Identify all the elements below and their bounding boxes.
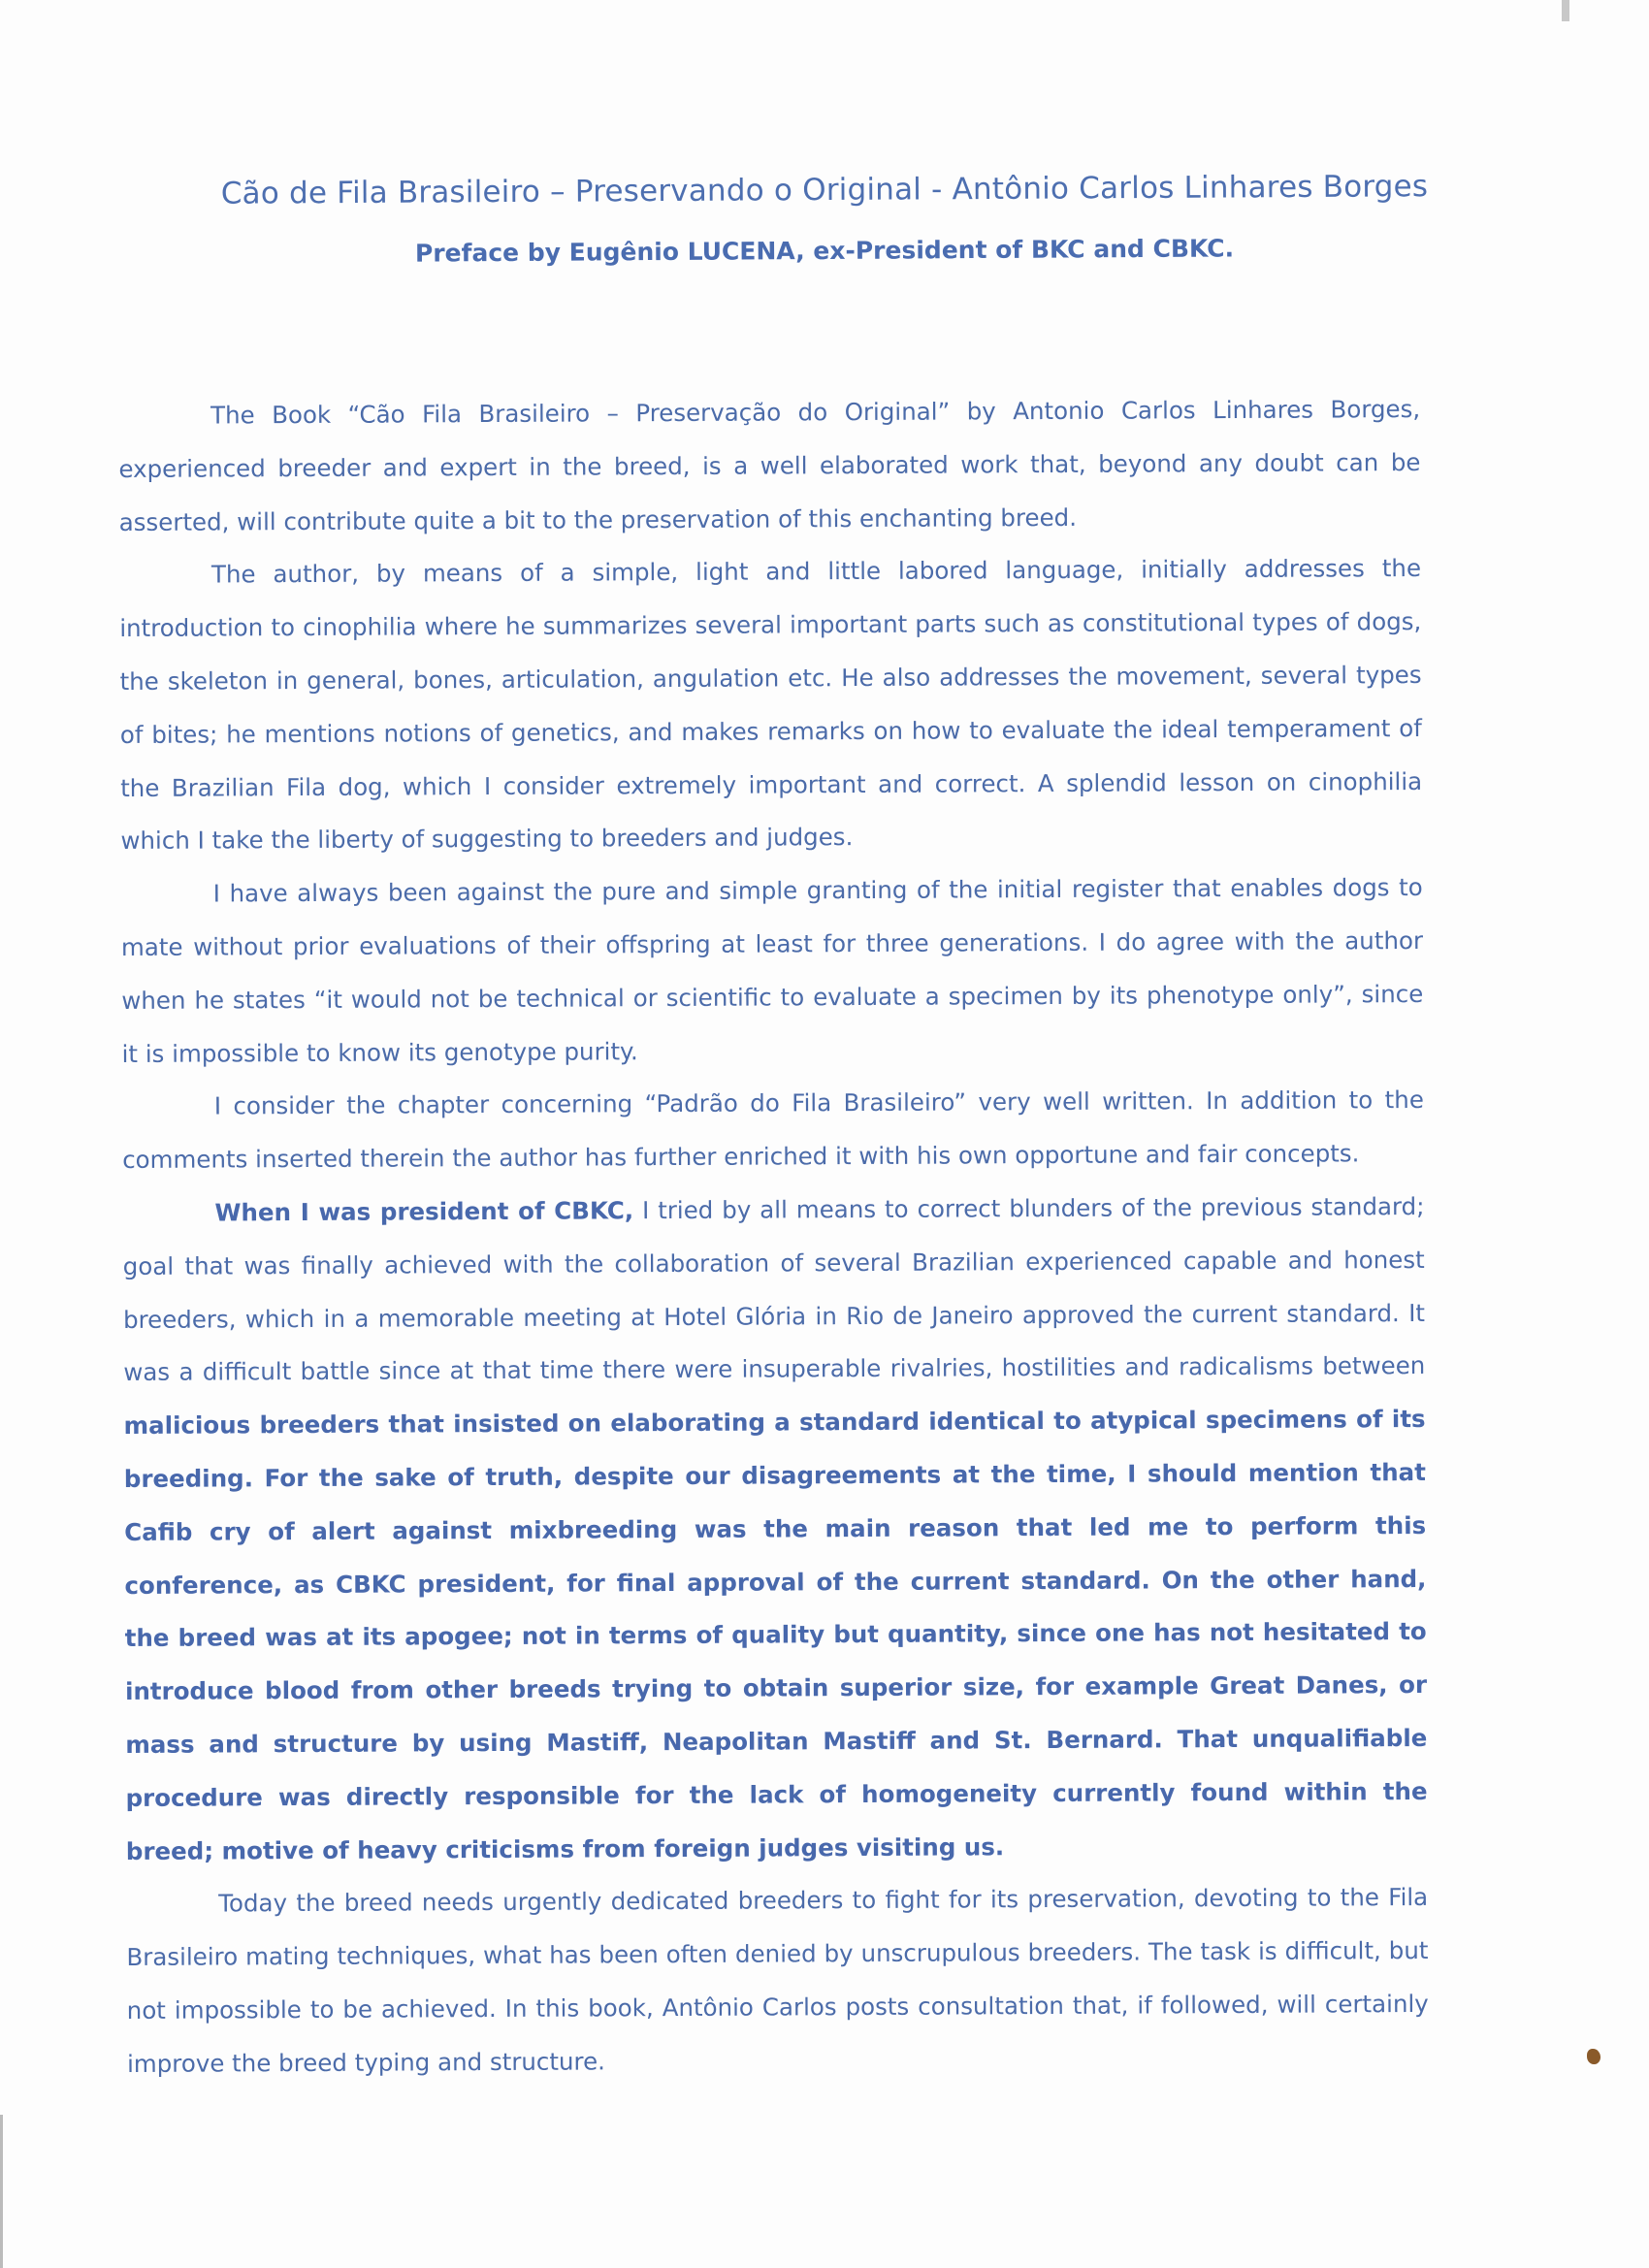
document-subtitle: Preface by Eugênio LUCENA, ex-President of BKC and CBKC.: [414, 234, 1235, 268]
document-title: Cão de Fila Brasileiro – Preservando o Original - Antônio Carlos Linhares Borges: [220, 169, 1429, 211]
paragraph-2: The author, by means of a simple, light and little labored language, initially addresses the introduction to cinophilia where he summarizes several important parts such as constitutional types of dogs, the skeleton in general, bones, articulation, angulation etc. He also addresses the movement, several types of bites; he mentions notions of genetics, and makes remarks on how to evaluate the ideal temperament of the Brazilian Fila dog, which I consider extremely important and correct. A splendid lesson on cinophilia which I take the liberty of suggesting to breeders and judges.: [119, 554, 1423, 856]
paragraph-1: The Book “Cão Fila Brasileiro – Preservação do Original” by Antonio Carlos Linhares Borges, experienced breeder and expert in the breed, is a well elaborated work that, beyond any doubt can be asserted, will contribute quite a bit to the preservation of this enchanting breed.: [118, 394, 1421, 536]
paragraph-5-bold-tail: malicious breeders that insisted on elaborating a standard identical to atypical specimens of its breeding. For the sake of truth, despite our disagreements at the time, I should mention that Cafib cry of alert against mixbreeding was the main reason that led me to perform this conference, as CBKC president, for final approval of the current standard. On the other hand, the breed was at its apogee; not in terms of quality but quantity, since one has not hesitated to introduce blood from other breeds trying to obtain superior size, for example Great Danes, or mass and structure by using Mastiff, Neapolitan Mastiff and St. Bernard. That unqualifiable procedure was directly responsible for the lack of homogeneity currently found within the breed; motive of heavy criticisms from foreign judges visiting us.: [123, 1405, 1428, 1865]
paragraph-6: Today the breed needs urgently dedicated breeders to fight for its preservation, devoting to the Fila Brasileiro mating techniques, what has been often denied by unscrupulous breeders. The task is difficult, but not impossible to be achieved. In this book, Antônio Carlos posts consultation that, if followed, will certainly improve the breed typing and structure.: [126, 1883, 1429, 2078]
paragraph-5-regular: I tried by all means to correct blunders of the previous standard; goal that was finally achieved with the collaboration of several Brazilian experienced capable and honest breeders, which in a memorable meeting at Hotel Glória in Rio de Janeiro approved the current standard. It was a difficult battle since at that time there were insuperable rivalries, hostilities and radicalisms between: [122, 1191, 1426, 1387]
scan-edge-mark: [1562, 0, 1569, 21]
paragraph-5: [122, 1181, 1428, 1878]
paper-stain: [1587, 2049, 1600, 2064]
paragraph-5-bold-lead: When I was president of CBKC,: [214, 1196, 634, 1227]
paragraph-3: I have always been against the pure and simple granting of the initial register that enables dogs to mate without prior evaluations of their offspring at least for three generations. I do agree with the author when he states “it would not be technical or scientific to evaluate a specimen by its phenotype only”, since it is impossible to know its genotype purity.: [120, 873, 1424, 1068]
scan-left-edge: [0, 2115, 3, 2268]
paragraph-4: I consider the chapter concerning “Padrão do Fila Brasileiro” very well written. In addition to the comments inserted therein the author has further enriched it with his own opportune and fair concepts.: [122, 1085, 1424, 1175]
document-body: [118, 383, 1429, 2091]
